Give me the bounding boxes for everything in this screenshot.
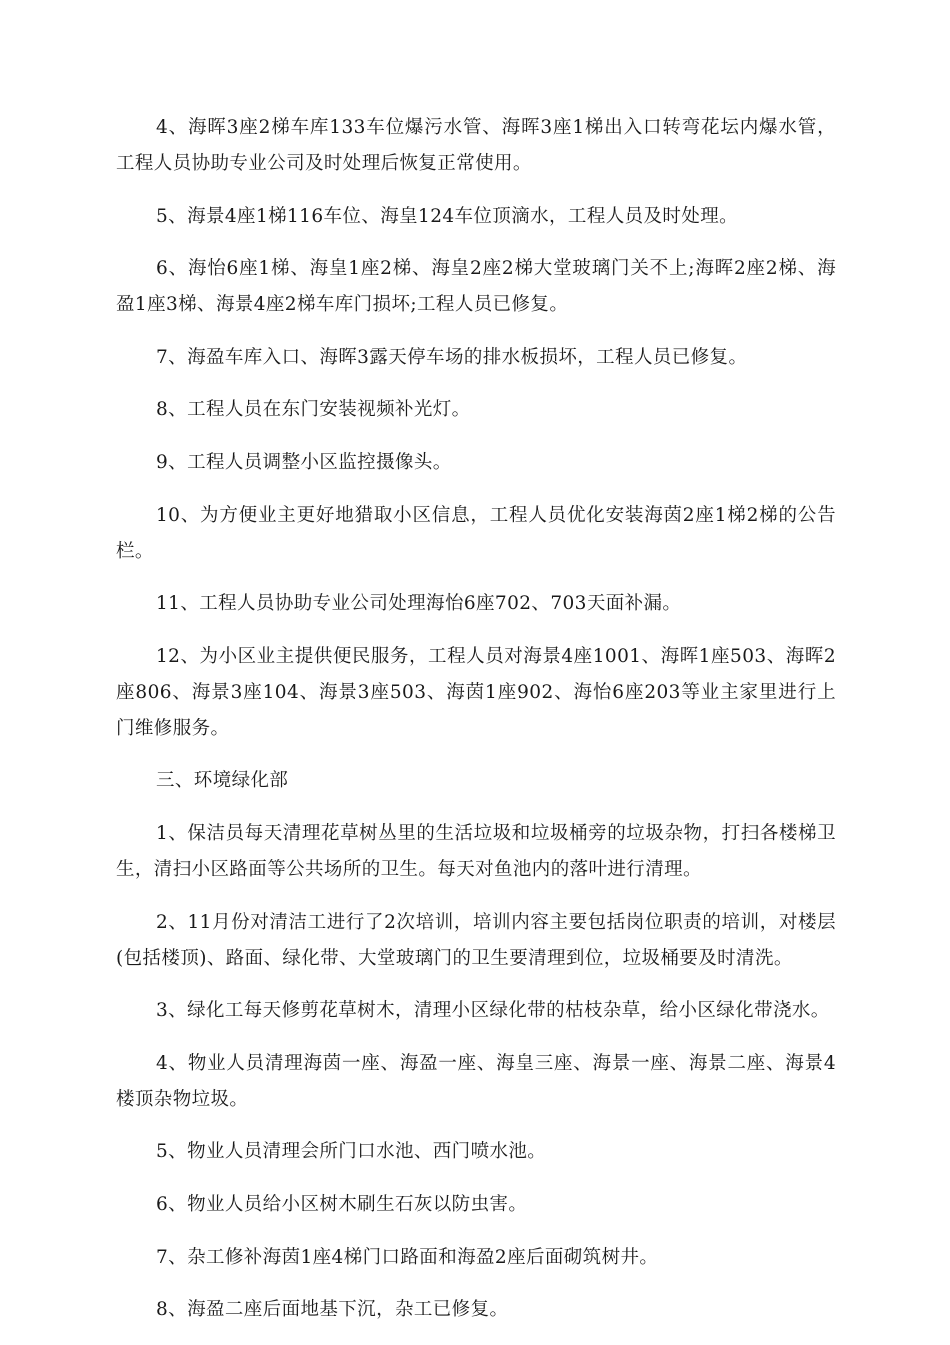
paragraph-item-9-camera: 9、工程人员调整小区监控摄像头。: [156, 451, 452, 473]
paragraph-item-6-door-repair: 6、海怡6座1梯、海皇1座2梯、海皇2座2梯大堂玻璃门关不上;海晖2座2梯、海盈1座3梯、海景4座2梯车库门损坏;工程人员已修复。: [116, 258, 836, 316]
document-body: [116, 110, 836, 1345]
paragraph-env-item-7-road-repair: 7、杂工修补海茵1座4梯门口路面和海盈2座后面砌筑树井。: [156, 1246, 659, 1268]
paragraph-env-item-2-training: 2、11月份对清洁工进行了2次培训，培训内容主要包括岗位职责的培训，对楼层(包括楼顶)、路面、绿化带、大堂玻璃门的卫生要清理到位，垃圾桶要及时清洗。: [116, 911, 836, 969]
paragraph-env-item-6-lime: 6、物业人员给小区树木刷生石灰以防虫害。: [156, 1193, 528, 1215]
paragraph-env-item-1-cleaning: 1、保洁员每天清理花草树丛里的生活垃圾和垃圾桶旁的垃圾杂物，打扫各楼梯卫生，清扫小区路面等公共场所的卫生。每天对鱼池内的落叶进行清理。: [116, 822, 836, 880]
section-heading-environment: 三、环境绿化部: [156, 770, 289, 792]
paragraph-item-11-roof-leak: 11、工程人员协助专业公司处理海怡6座702、703天面补漏。: [156, 593, 682, 615]
paragraph-item-12-home-repair: 12、为小区业主提供便民服务，工程人员对海景4座1001、海晖1座503、海晖2座806、海景3座104、海景3座503、海茵1座902、海怡6座203等业主家里进行上门维修服务。: [116, 645, 836, 739]
paragraph-item-5-ceiling-drip: 5、海景4座1梯116车位、海皇124车位顶滴水，工程人员及时处理。: [156, 205, 739, 227]
paragraph-item-8-fill-light: 8、工程人员在东门安装视频补光灯。: [156, 399, 471, 421]
paragraph-env-item-8-foundation: 8、海盈二座后面地基下沉，杂工已修复。: [156, 1299, 509, 1321]
paragraph-item-4-sewage-pipe: 4、海晖3座2梯车库133车位爆污水管、海晖3座1梯出入口转弯花坛内爆水管，工程人员协助专业公司及时处理后恢复正常使用。: [116, 117, 836, 174]
paragraph-env-item-5-pools: 5、物业人员清理会所门口水池、西门喷水池。: [156, 1141, 547, 1163]
paragraph-env-item-4-rooftop: 4、物业人员清理海茵一座、海盈一座、海皇三座、海景一座、海景二座、海景4楼顶杂物垃圾。: [116, 1052, 836, 1110]
paragraph-env-item-3-greening: 3、绿化工每天修剪花草树木，清理小区绿化带的枯枝杂草，给小区绿化带浇水。: [156, 1000, 830, 1022]
paragraph-item-7-drain-board: 7、海盈车库入口、海晖3露天停车场的排水板损坏，工程人员已修复。: [156, 346, 748, 368]
paragraph-item-10-bulletin-board: 10、为方便业主更好地猎取小区信息，工程人员优化安装海茵2座1梯2梯的公告栏。: [116, 504, 836, 562]
